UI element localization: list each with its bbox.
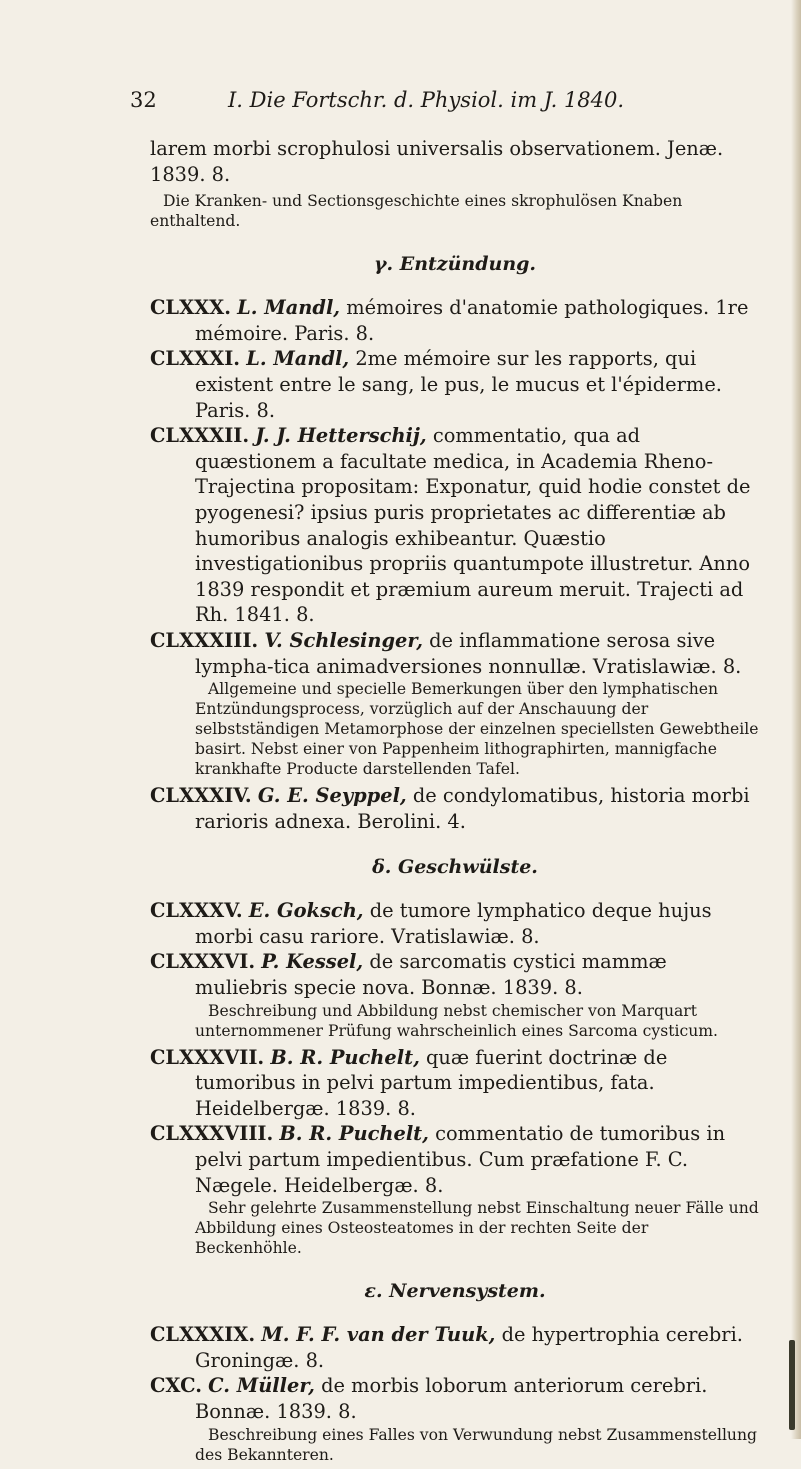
entry-note: Sehr gelehrte Zusammenstellung nebst Einschaltung neuer Fälle und Abbildung eines Osteosteatomes in der rechten Seite der Beckenhöhle. bbox=[195, 1199, 759, 1258]
continuation-text: larem morbi scrophulosi universalis observationem. Jenæ. 1839. 8. bbox=[150, 137, 724, 186]
entry-number: CXC. bbox=[150, 1374, 202, 1398]
entry-text: commentatio de tumoribus in pelvi partum impedientibus. Cum præfatione F. C. Nægele. Heidelbergæ. 8. bbox=[195, 1122, 726, 1197]
entry-number: CLXXXIX. bbox=[150, 1323, 256, 1347]
entry-author: G. E. Seyppel, bbox=[257, 784, 407, 808]
entry-number: CLXXXVI. bbox=[150, 950, 256, 974]
continuation-note: Die Kranken- und Sectionsgeschichte eines skrophulösen Knaben enthaltend. bbox=[150, 192, 683, 231]
entry-text: mémoires d'anatomie pathologiques. 1re mémoire. Paris. 8. bbox=[195, 296, 749, 345]
page-number: 32 bbox=[130, 88, 157, 112]
page-content bbox=[150, 136, 760, 1469]
sections bbox=[150, 253, 760, 1464]
entry-note: Beschreibung eines Falles von Verwundung nebst Zusammenstellung des Bekannteren. bbox=[195, 1425, 758, 1464]
entry-text: de condylomatibus, historia morbi rarioris adnexa. Berolini. 4. bbox=[195, 784, 750, 833]
section-title: ε. Nervensystem. bbox=[364, 1280, 546, 1303]
page-header bbox=[130, 88, 761, 128]
entry-number: CLXXXI. bbox=[150, 347, 241, 371]
bibliography-entry bbox=[150, 783, 760, 834]
bibliography-entry bbox=[150, 1045, 760, 1122]
entry-author: V. Schlesinger, bbox=[264, 628, 423, 652]
bibliography-entry bbox=[150, 1373, 760, 1424]
bibliography-entry bbox=[150, 423, 760, 628]
entry-author: J. J. Hetterschij, bbox=[255, 424, 427, 448]
entry-text: 2me mémoire sur les rapports, qui existent entre le sang, le pus, le mucus et l'épiderme. Paris. 8. bbox=[195, 347, 722, 422]
bibliography-entry bbox=[150, 1322, 760, 1373]
entry-number: CLXXXV. bbox=[150, 899, 243, 923]
entry-text: commentatio, qua ad quæstionem a facultate medica, in Academia Rheno-Trajectina propositam: Exponatur, quid hodie constet de pyogenesi? ipsius puris proprietates ac differentiæ ab humoribus analogis exhibeantur. Quæstio investigationibus propriis quantumpote illustretur. Anno 1839 respondit et præmium aureum meruit. Trajecti ad Rh. 1841. 8. bbox=[195, 424, 751, 627]
binding-mark bbox=[789, 1340, 795, 1430]
entry-author: L. Mandl, bbox=[237, 296, 341, 320]
entry-author: P. Kessel, bbox=[261, 950, 364, 974]
entry-text: de morbis loborum anteriorum cerebri. Bonnæ. 1839. 8. bbox=[195, 1374, 708, 1423]
bibliography-entry bbox=[150, 898, 760, 949]
entry-number: CLXXXVIII. bbox=[150, 1122, 274, 1146]
entry-number: CLXXXII. bbox=[150, 424, 250, 448]
entry-text: quæ fuerint doctrinæ de tumoribus in pelvi partum impedientibus, fata. Heidelbergæ. 1839. 8. bbox=[195, 1045, 668, 1120]
entry-author: E. Goksch, bbox=[248, 899, 364, 923]
entry-author: L. Mandl, bbox=[246, 347, 350, 371]
entry-author: B. R. Puchelt, bbox=[279, 1122, 429, 1146]
entry-text: de inflammatione serosa sive lympha-tica animadversiones nonnullæ. Vratislawiæ. 8. bbox=[195, 628, 742, 678]
bibliography-entry bbox=[150, 628, 760, 679]
entry-note: Allgemeine und specielle Bemerkungen über den lymphatischen Entzündungsprocess, vorzüglich auf der Anschauung der selbstständigen Metamorphose der einzelnen speciellsten Gewebtheile basirt. Nebst einer von Pappenheim lithographirten, mannigfache krankhafte Producte darstellenden Tafel. bbox=[195, 680, 759, 779]
section-title: γ. Entzündung. bbox=[373, 253, 537, 276]
entry-text: de sarcomatis cystici mammæ muliebris specie nova. Bonnæ. 1839. 8. bbox=[195, 950, 667, 1000]
bibliography-entry bbox=[150, 949, 760, 1000]
bibliography-entry bbox=[150, 295, 760, 346]
entry-number: CLXXXIII. bbox=[150, 628, 259, 652]
bibliography-entry bbox=[150, 1121, 760, 1198]
bibliography-entry bbox=[150, 346, 760, 423]
entry-note: Beschreibung und Abbildung nebst chemischer von Marquart unternommener Prüfung wahrscheinlich eines Sarcoma cysticum. bbox=[195, 1001, 718, 1040]
section-title: δ. Geschwülste. bbox=[372, 856, 538, 879]
entry-number: CLXXXIV. bbox=[150, 784, 252, 808]
entry-author: C. Müller, bbox=[208, 1374, 315, 1398]
entry-number: CLXXXVII. bbox=[150, 1045, 265, 1069]
running-title: I. Die Fortschr. d. Physiol. im J. 1840. bbox=[228, 88, 625, 112]
entry-number: CLXXX. bbox=[150, 296, 231, 320]
entry-text: de hypertrophia cerebri. Groningæ. 8. bbox=[195, 1323, 743, 1372]
entry-text: de tumore lymphatico deque hujus morbi casu rariore. Vratislawiæ. 8. bbox=[195, 899, 712, 948]
page-edge bbox=[791, 0, 801, 1439]
entry-author: M. F. F. van der Tuuk, bbox=[261, 1323, 496, 1347]
entry-author: B. R. Puchelt, bbox=[270, 1045, 420, 1069]
